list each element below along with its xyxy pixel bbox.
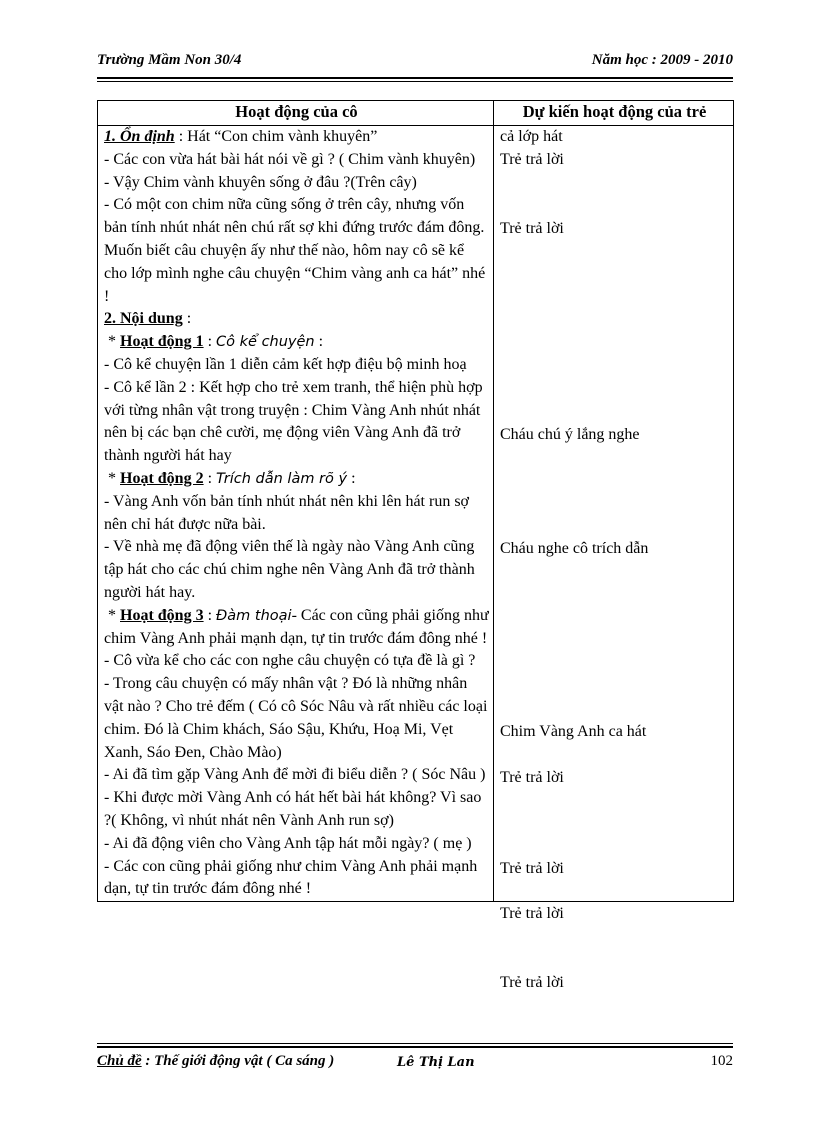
table-header-row: [98, 101, 734, 126]
child-q1: Trẻ trả lời: [500, 151, 564, 168]
activity-2-p2: - Về nhà mẹ đã động viên thế là ngày nào Vàng Anh cũng tập hát cho các chú chim nghe nên Vàng Anh đã trở thành người hát hay.: [104, 538, 475, 601]
child-hd1: Cháu chú ý lắng nghe: [500, 426, 640, 443]
child-hd3-q3: Trẻ trả lời: [500, 860, 564, 877]
teacher-cell: [98, 126, 494, 902]
activity-3-q5: - Ai đã động viên cho Vàng Anh tập hát mỗi ngày? ( mẹ ): [104, 834, 472, 852]
page-number: 102: [710, 1053, 733, 1069]
activity-1-heading: * Hoạt động 1 : Cô kể chuyện :: [104, 333, 324, 351]
section-1: [104, 126, 489, 149]
activity-2-name: Trích dẫn làm rõ ý: [216, 470, 348, 487]
footer-rule-thin: [97, 1043, 733, 1044]
footer-rule-thick: [97, 1046, 733, 1048]
question-1: - Các con vừa hát bài hát nói về gì ? ( Chim vành khuyên): [104, 150, 476, 168]
header-rule-thin: [97, 81, 733, 82]
activity-2-sep: :: [203, 469, 217, 487]
activity-1-name: Cô kể chuyện: [216, 334, 315, 351]
activity-1-p2: - Cô kể lần 2 : Kết hợp cho trẻ xem tranh, thể hiện phù hợp với từng nhân vật trong truyện : Chim Vàng Anh nhút nhát nên bị các bạn chê cười, mẹ động viên Vàng Anh đã trở thành người hát hay: [104, 378, 483, 465]
intro-paragraph: - Có một con chim nữa cũng sống ở trên cây, nhưng vốn bản tính nhút nhát nên chú rất sợ khi đứng trước đám đông. Muốn biết câu chuyện ấy như thế nào, hôm nay cô sẽ kể cho lớp mình nghe câu chuyện “Chim vàng anh ca hát” nhé !: [104, 196, 486, 305]
page-footer: [97, 1053, 733, 1075]
activity-1-end: :: [314, 333, 324, 351]
child-cell: [494, 126, 734, 991]
activity-1-p1: - Cô kể chuyện lần 1 diễn cảm kết hợp điệu bộ minh hoạ: [104, 355, 467, 373]
activity-3-q4: - Khi được mời Vàng Anh có hát hết bài hát không? Vì sao ?( Không, vì nhút nhát nên Vành Anh run sợ): [104, 789, 482, 829]
footer-author: Lê Thị Lan: [397, 1055, 475, 1070]
activity-3-q1: - Cô vừa kể cho các con nghe câu chuyện có tựa đề là gì ?: [104, 652, 476, 670]
activity-2-label: Hoạt động 2: [120, 469, 204, 487]
activity-2-heading: * Hoạt động 2 : Trích dẫn làm rõ ý :: [104, 469, 356, 487]
footer-topic: [97, 1053, 334, 1070]
child-s1: cả lớp hát: [500, 128, 563, 145]
child-hd3-q1: Chim Vàng Anh ca hát: [500, 723, 647, 740]
activity-1-sep: :: [203, 333, 217, 351]
section-2-title: 2. Nội dung: [104, 310, 183, 328]
header-rule-thick: [97, 77, 733, 79]
school-year: Năm học : 2009 - 2010: [591, 52, 733, 68]
footer-topic-label: Chủ đề: [97, 1053, 142, 1069]
header-teacher-activity: Hoạt động của cô: [98, 101, 494, 126]
header-child-activity: Dự kiến hoạt động của trẻ: [494, 101, 734, 126]
page-header: [97, 52, 733, 76]
activity-2-p1: - Vàng Anh vốn bản tính nhút nhát nên khi lên hát run sợ nên chỉ hát được nữa bài.: [104, 492, 470, 533]
footer-topic-text: : Thế giới động vật ( Ca sáng ): [141, 1053, 335, 1069]
child-hd3-q4: Trẻ trả lời: [500, 905, 564, 922]
child-hd2: Cháu nghe cô trích dẫn: [500, 540, 649, 557]
activity-3-end: - Các con cũng phải giống như chim Vàng Anh phải mạnh dạn, tự tin trước đám đông nhé !: [104, 606, 489, 647]
activity-2-end: :: [347, 469, 356, 487]
activity-3-name: Đàm thoại: [216, 607, 292, 624]
activity-3-heading: * Hoạt động 3 : Đàm thoại- Các con cũng phải giống như chim Vàng Anh phải mạnh dạn, tự tin trước đám đông nhé !: [104, 606, 489, 647]
child-q2: Trẻ trả lời: [500, 220, 564, 237]
activity-1-label: Hoạt động 1: [120, 333, 204, 351]
activity-3-closing: - Các con cũng phải giống như chim Vàng Anh phải mạnh dạn, tự tin trước đám đông nhé !: [104, 857, 478, 898]
section-2-colon: :: [182, 310, 192, 328]
child-hd3-q5: Trẻ trả lời: [500, 974, 564, 991]
question-2: - Vậy Chim vành khuyên sống ở đâu ?(Trên cây): [104, 173, 417, 191]
lesson-plan-table: [97, 100, 734, 991]
activity-3-sep: :: [203, 606, 217, 624]
school-name: Trường Mầm Non 30/4: [97, 52, 242, 68]
activity-3-label: Hoạt động 3: [120, 606, 204, 624]
section-2: [104, 308, 489, 331]
table-row: [98, 126, 734, 902]
activity-3-q3: - Ai đã tìm gặp Vàng Anh để mời đi biểu diễn ? ( Sóc Nâu ): [104, 766, 486, 784]
activity-3-q2: - Trong câu chuyện có mấy nhân vật ? Đó là những nhân vật nào ? Cho trẻ đếm ( Có cô Sóc Nâu và rất nhiều các loại chim. Đó là Chim khách, Sáo Sậu, Khứu, Hoạ Mi, Vẹt Xanh, Sáo Đen, Chào Mào): [104, 675, 488, 761]
child-hd3-q2: Trẻ trả lời: [500, 769, 564, 786]
section-1-text: : Hát “Con chim vành khuyên”: [174, 128, 378, 145]
section-1-title: 1. Ổn định: [104, 128, 175, 145]
